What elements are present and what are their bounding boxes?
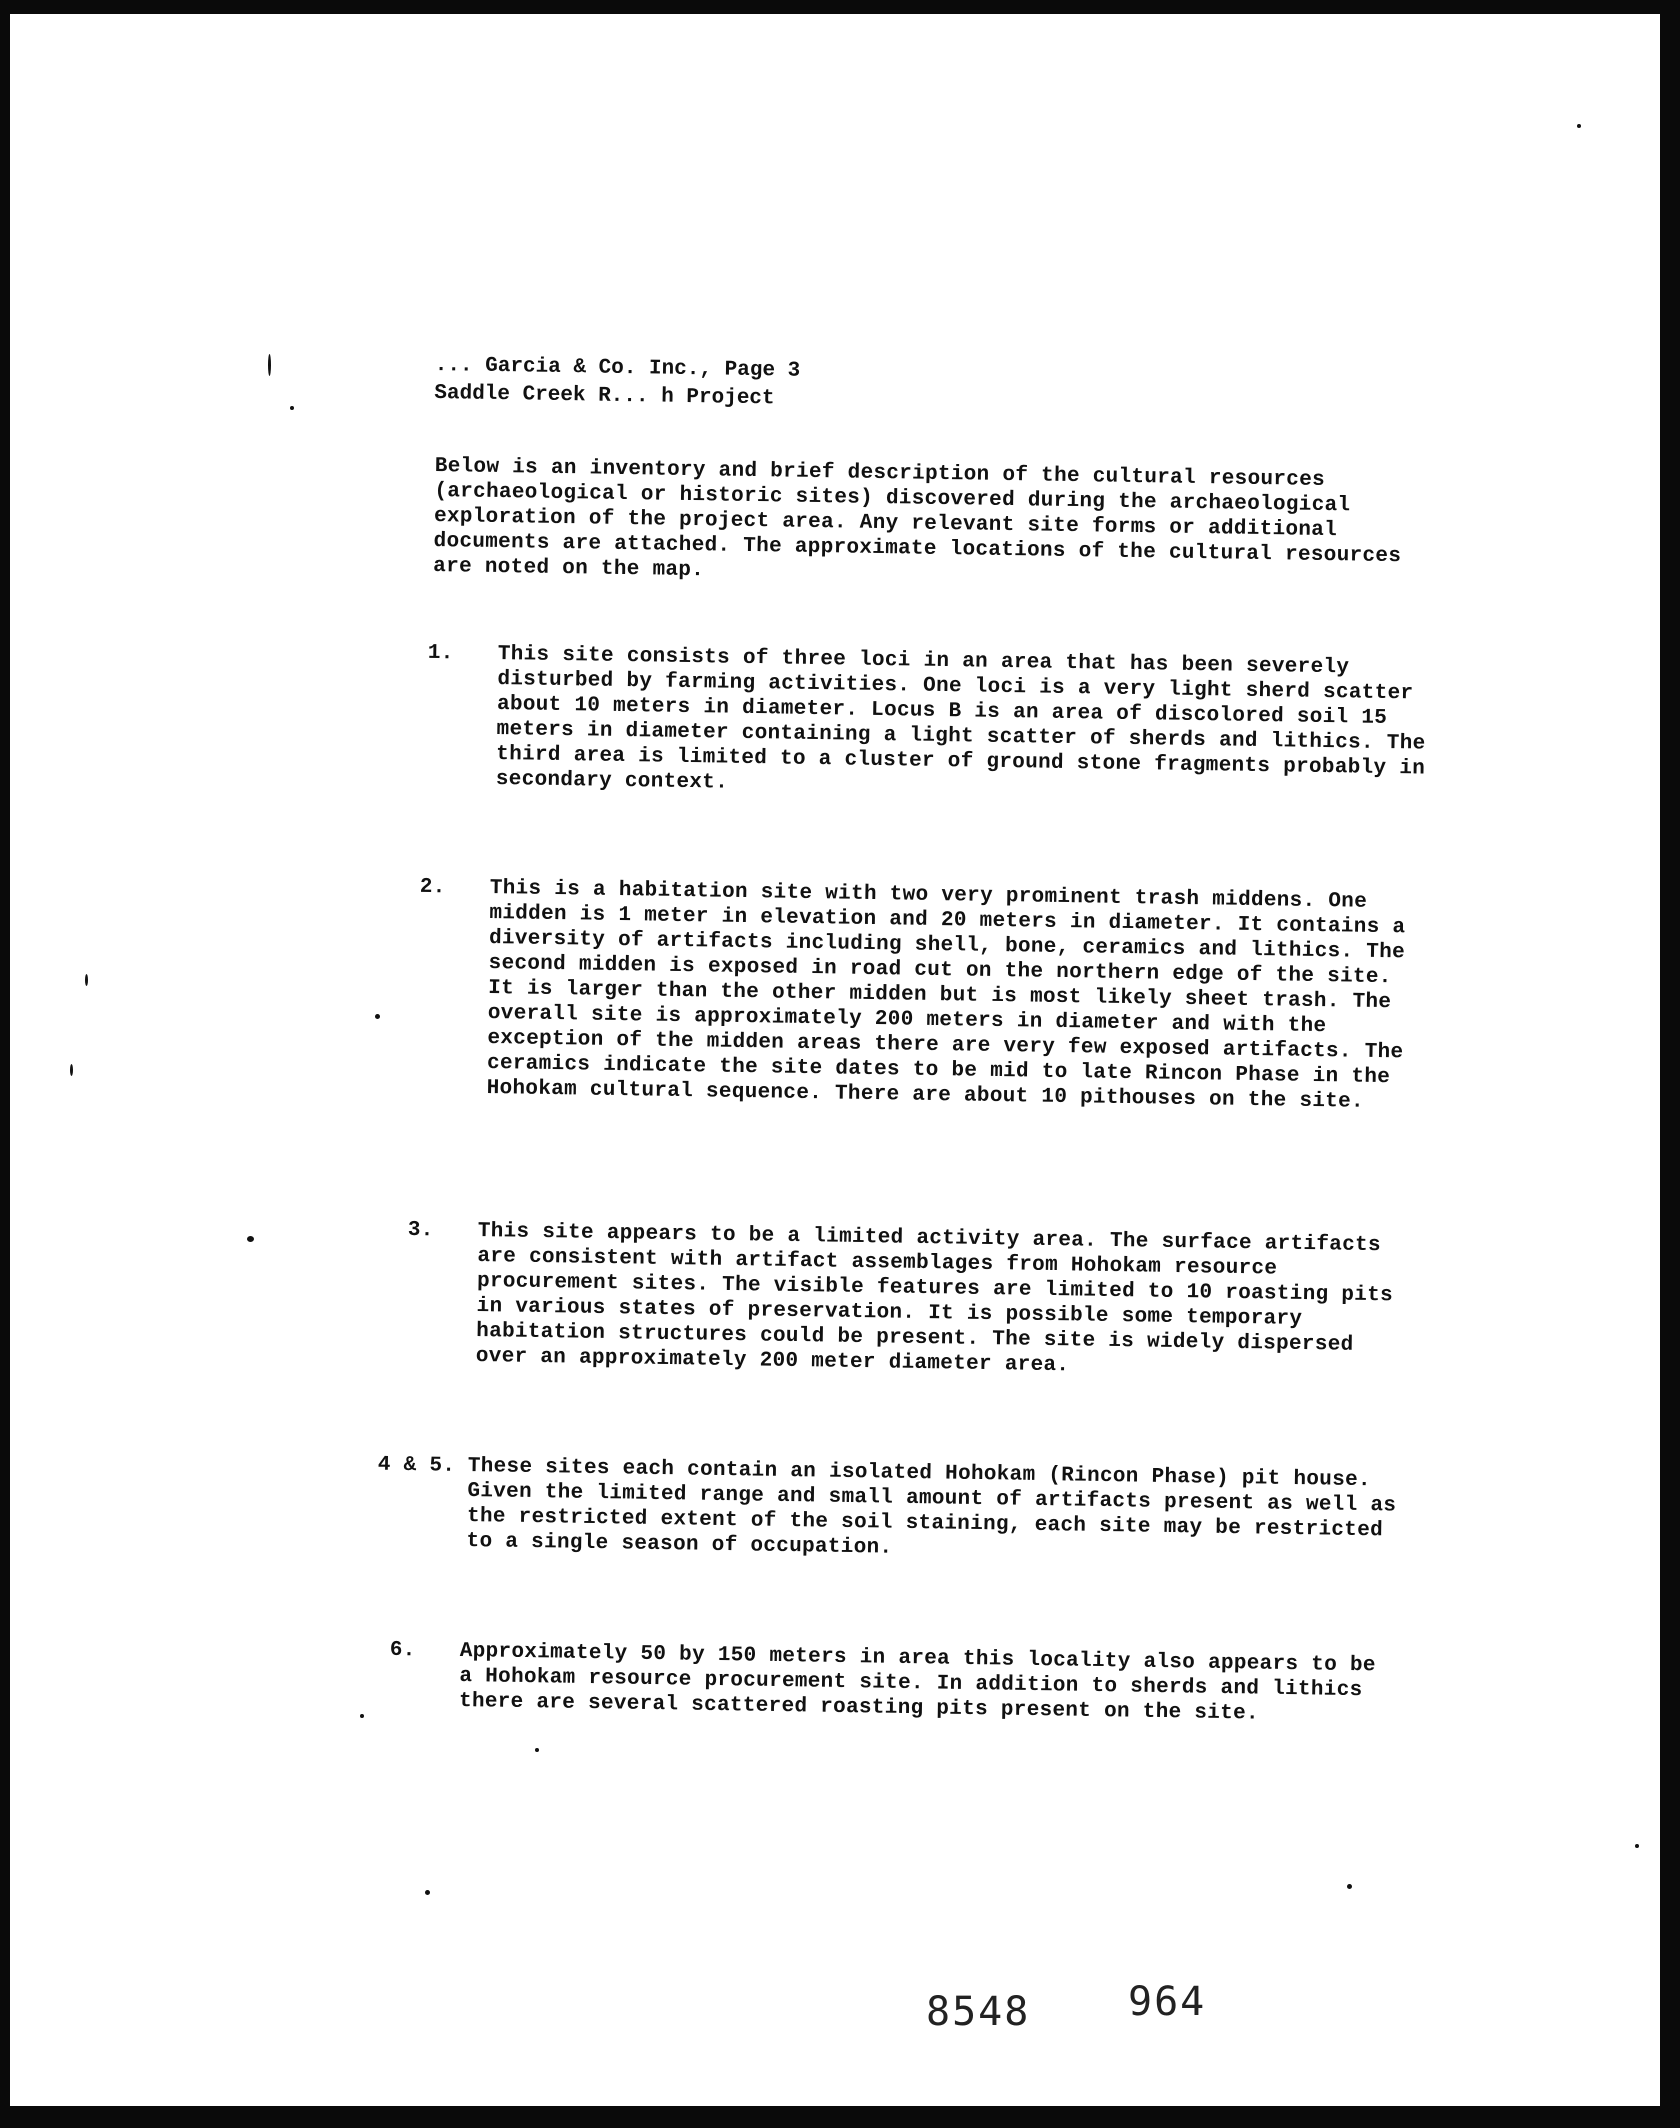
site-entry-number: 4 & 5. bbox=[377, 1453, 456, 1478]
scan-speck bbox=[1577, 124, 1581, 128]
scan-speck bbox=[1635, 1844, 1639, 1848]
site-entry-text: Approximately 50 by 150 meters in area this locality also appears to be a Hohokam resource procurement site. In addition to sherds and lithics there are several scattered roasting pits present on the site. bbox=[458, 1639, 1376, 1726]
document-page bbox=[10, 14, 1660, 2106]
site-entry-2 bbox=[419, 875, 1419, 1116]
scan-speck bbox=[425, 1890, 430, 1895]
scan-speck bbox=[360, 1714, 364, 1718]
site-entry-number: 6. bbox=[389, 1638, 416, 1663]
scan-speck bbox=[247, 1236, 254, 1242]
header-company-line: ... Garcia & Co. Inc., Page 3 bbox=[434, 353, 801, 383]
intro-paragraph: Below is an inventory and brief description of the cultural resources (archaeological or historic sites) discovered during the archaeological exploration of the project area. Any relevant site forms or additional documents are attached. The approximate locations of the cultural resources are noted on the map. bbox=[433, 454, 1402, 583]
scan-speck bbox=[1347, 1884, 1352, 1889]
scan-speck bbox=[85, 974, 88, 986]
site-entry-3 bbox=[407, 1218, 1413, 1384]
site-entry-number: 1. bbox=[427, 641, 454, 666]
scan-speck bbox=[375, 1014, 380, 1019]
scan-speck bbox=[535, 1748, 539, 1752]
site-entry-number: 2. bbox=[419, 875, 446, 900]
site-entry-text: This is a habitation site with two very prominent trash middens. One midden is 1 meter in elevation and 20 meters in diameter. It contains a diversity of artifacts including shell, bone, ceramics and lithics. The second midden is exposed in road cut on the northern edge of the site. It is larger than the other midden but is most likely sheet trash. The overall site is approximately 200 meters in diameter and with the exception of the midden areas there are very few exposed artifacts. The ceramics indicate the site dates to be mid to late Rincon Phase in the Hohokam cultural sequence. There are about 10 pithouses on the site. bbox=[486, 876, 1406, 1114]
scan-speck bbox=[70, 1064, 73, 1076]
site-entry-text: These sites each contain an isolated Hohokam (Rincon Phase) pit house. Given the limited range and small amount of artifacts present as well as the restricted extent of the soil staining, each site may be restricted to a single season of occupation. bbox=[466, 1454, 1397, 1560]
bates-stamp-number: 8548 bbox=[926, 1989, 1031, 2035]
header-project-line: Saddle Creek R... h Project bbox=[434, 381, 775, 411]
scan-speck bbox=[268, 354, 271, 376]
site-entry-4-5 bbox=[377, 1453, 1397, 1569]
scan-speck bbox=[290, 406, 294, 410]
site-entry-6 bbox=[389, 1638, 1395, 1729]
site-entry-1 bbox=[427, 641, 1428, 807]
site-entry-text: This site appears to be a limited activity area. The surface artifacts are consistent with artifact assemblages from Hohokam resource procurement sites. The visible features are limited to 10 roasting pits in various states of preservation. It is possible some temporary habitation structures could be present. The site is widely dispersed over an approximately 200 meter diameter area. bbox=[475, 1219, 1394, 1378]
site-entry-text: This site consists of three loci in an area that has been severely disturbed by farming activities. One loci is a very light sherd scatter about 10 meters in diameter. Locus B is an area of discolored soil 15 meters in diameter containing a light scatter of sherds and lithics. The third area is limited to a cluster of ground stone fragments probably in secondary context. bbox=[495, 642, 1426, 795]
page-header bbox=[434, 352, 800, 414]
bates-stamp-page: 964 bbox=[1128, 1979, 1207, 2025]
site-entry-number: 3. bbox=[407, 1218, 434, 1243]
